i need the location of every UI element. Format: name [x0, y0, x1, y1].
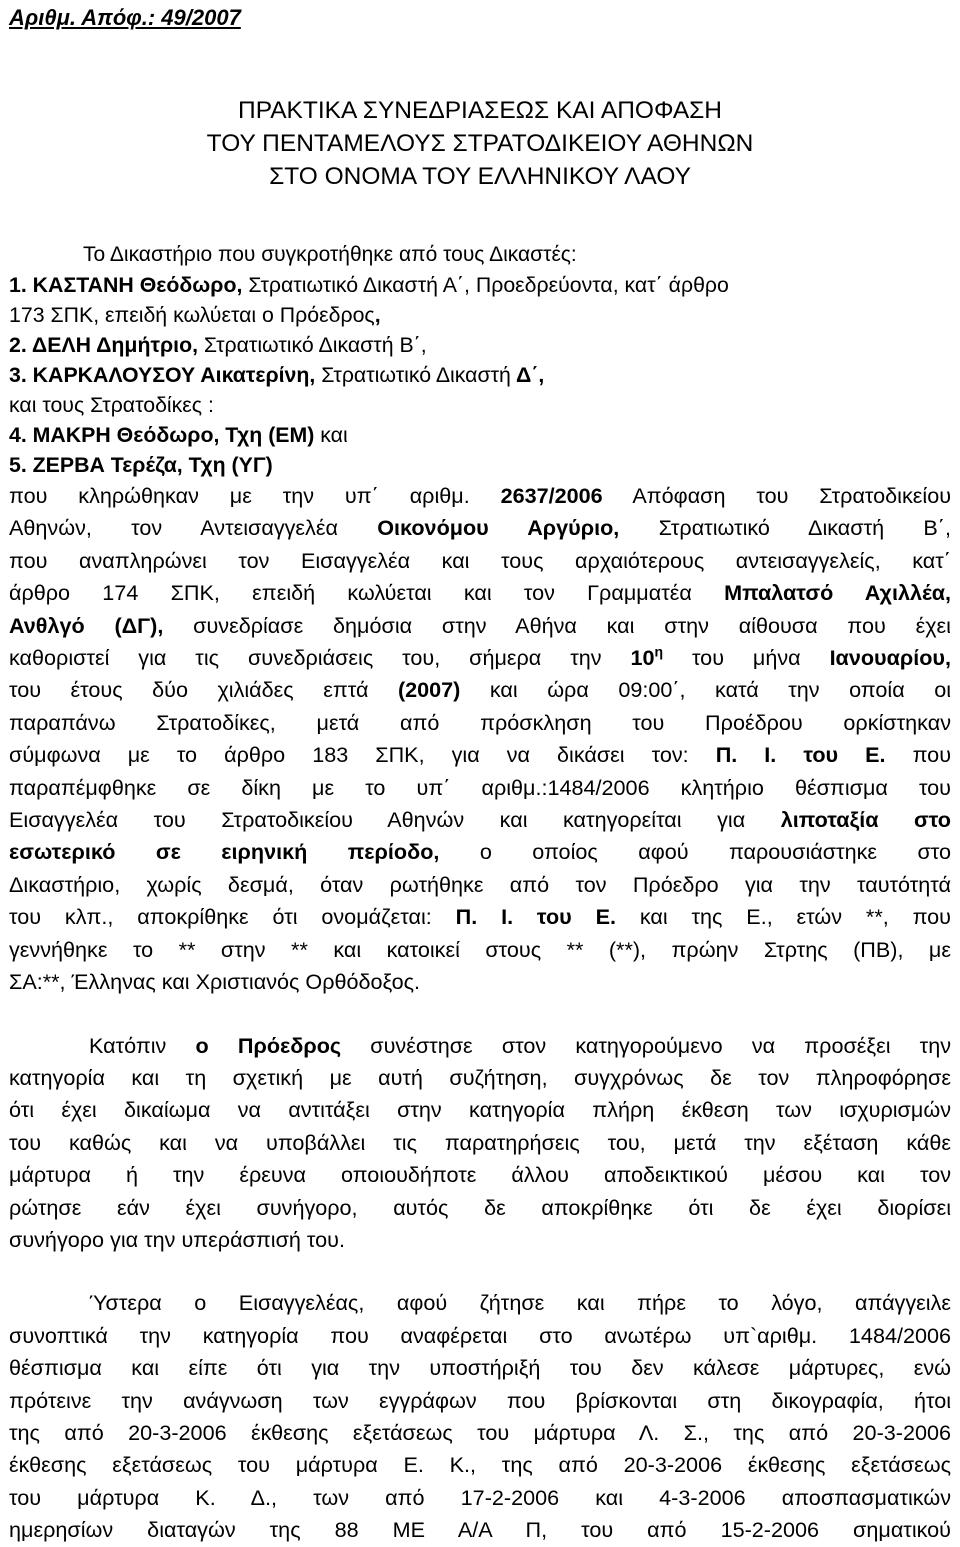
- paragraph-president: [9, 1030, 951, 1257]
- title-line: ΣΤΟ ΟΝΟΜΑ ΤΟΥ ΕΛΛΗΝΙΚΟΥ ΛΑΟΥ: [269, 163, 691, 190]
- text-line: του καθώς και να υποβάλλει τις παρατηρήσεις του, μετά την εξέταση κάθε: [9, 1129, 951, 1155]
- text-line: Εισαγγελέα του Στρατοδικείου Αθηνών και κατηγορείται για λιποταξία στο: [9, 807, 951, 833]
- document-title: [9, 94, 951, 193]
- text-line: μάρτυρα ή την έρευνα οποιουδήποτε άλλου αποδεικτικού μέσου και τον: [9, 1162, 951, 1188]
- text-line: παραπέμφθηκε σε δίκη με το υπ΄ αριθμ.:1484/2006 κλητήριο θέσπισμα του: [9, 774, 951, 800]
- text-line: που αναπληρώνει τον Εισαγγελέα και τους αρχαιότερους αντεισαγγελείς, κατ΄: [9, 547, 951, 573]
- paragraph-prosecutor: [9, 1287, 951, 1546]
- judge-2: [9, 330, 951, 360]
- text-line: ημερησίων διαταγών της 88 ΜΕ Α/Α Π, του από 15-2-2006 σηματικού: [9, 1517, 951, 1543]
- text-line: Αθηνών, τον Αντεισαγγελέα Οικονόμου Αργύριο, Στρατιωτικό Δικαστή Β΄,: [9, 515, 951, 541]
- text-line: ΣΑ:**, Έλληνας και Χριστιανός Ορθόδοξος.: [9, 969, 421, 995]
- judges-list: [9, 270, 951, 480]
- text-line: συνοπτικά την κατηγορία που αναφέρεται στο ανωτέρω υπ`αριθμ. 1484/2006: [9, 1322, 951, 1348]
- paragraph-hearing: [9, 480, 951, 999]
- text-line: γεννήθηκε το ** στην ** και κατοικεί στους ** (**), πρώην Στρτης (ΠΒ), με: [9, 936, 951, 962]
- text-line: της από 20-3-2006 έκθεσης εξετάσεως του μάρτυρα Λ. Σ., της από 20-3-2006: [9, 1419, 951, 1445]
- judge-1: [9, 270, 951, 300]
- text-line: έκθεσης εξετάσεως του μάρτυρα Ε. Κ., της από 20-3-2006 έκθεσης εξετάσεως: [9, 1452, 951, 1478]
- judge-role: Στρατιωτικό Δικαστή Β΄,: [198, 333, 427, 357]
- judge-name: 2. ΔΕΛΗ Δημήτριο,: [9, 333, 198, 357]
- juror-name: 4. ΜΑΚΡΗ Θεόδωρο, Τχη (ΕΜ): [9, 423, 315, 447]
- text-line: κατηγορία και τη σχετική με αυτή συζήτηση, συγχρόνως δε τον πληροφόρησε: [9, 1064, 951, 1090]
- judge-name: 3. ΚΑΡΚΑΛΟΥΣΟΥ Αικατερίνη,: [9, 363, 316, 387]
- text-line: του μάρτυρα Κ. Δ., των από 17-2-2006 και 4-3-2006 αποσπασματικών: [9, 1484, 951, 1510]
- court-composition-intro: Το Δικαστήριο που συγκροτήθηκε από τους Δικαστές:: [83, 243, 577, 266]
- text-line: Δικαστήριο, χωρίς δεσμά, όταν ρωτήθηκε από τον Πρόεδρο για την ταυτότητά: [9, 871, 951, 897]
- text-line: καθοριστεί για τις συνεδριάσεις του, σήμερα την $10^\eta$ του μήνα Ιανουαρίου,: [9, 643, 951, 671]
- text-line: ρώτησε εάν έχει συνήγορο, αυτός δε αποκρίθηκε ότι δε έχει διορίσει: [9, 1194, 951, 1220]
- text-line: Ύστερα ο Εισαγγελέας, αφού ζήτησε και πήρε το λόγο, απάγγειλε: [89, 1290, 951, 1316]
- text-line: Κατόπιν ο Πρόεδρος συνέστησε στον κατηγορούμενο να προσέξει την: [89, 1032, 951, 1058]
- text-line: ότι έχει δικαίωμα να αντιτάξει στην κατηγορία πλήρη έκθεση των ισχυρισμών: [9, 1097, 951, 1123]
- text-line: εσωτερικό σε ειρηνική περίοδο, ο οποίος αφού παρουσιάστηκε στο: [9, 839, 952, 865]
- text-line: του κλπ., αποκρίθηκε ότι ονομάζεται: Π. Ι. του Ε. και της Ε., ετών **, που: [9, 904, 951, 930]
- judge-role: Στρατιωτικό Δικαστή: [315, 363, 511, 387]
- text-line: πρότεινε την ανάγνωση των εγγράφων που βρίσκονται στη δικογραφία, ήτοι: [9, 1387, 951, 1413]
- text-line: Ανθλγό (ΔΓ), συνεδρίασε δημόσια στην Αθήνα και στην αίθουσα που έχει: [9, 612, 951, 638]
- judge-name: 1. ΚΑΣΤΑΝΗ Θεόδωρο,: [9, 273, 243, 297]
- title-line: ΤΟΥ ΠΕΝΤΑΜΕΛΟΥΣ ΣΤΡΑΤΟΔΙΚΕΙΟΥ ΑΘΗΝΩΝ: [206, 130, 754, 157]
- text-line: σύμφωνα με το άρθρο 183 ΣΠΚ, για να δικάσει τον: Π. Ι. του Ε. που: [9, 742, 951, 768]
- text-line: συνήγορο για την υπεράσπισή του.: [9, 1226, 345, 1252]
- text-line: άρθρο 174 ΣΠΚ, επειδή κωλύεται και τον Γραμματέα Μπαλατσό Αχιλλέα,: [9, 580, 951, 606]
- title-line: ΠΡΑΚΤΙΚΑ ΣΥΝΕΔΡΙΑΣΕΩΣ ΚΑΙ ΑΠΟΦΑΣΗ: [238, 97, 722, 124]
- text-line: του έτους δύο χιλιάδες επτά (2007) και ώρα 09:00΄, κατά την οποία οι: [9, 677, 951, 703]
- decision-number: Αριθμ. Απόφ.: 49/2007: [9, 5, 241, 30]
- jurors-intro: και τους Στρατοδίκες :: [9, 393, 214, 417]
- judge-1-cont: 173 ΣΠΚ, επειδή κωλύεται ο Πρόεδρος,: [9, 303, 381, 327]
- judge-role-cont: 173 ΣΠΚ, επειδή κωλύεται ο Πρόεδρος: [9, 303, 375, 327]
- text-line: που κληρώθηκαν με την υπ΄ αριθμ. 2637/2006 Απόφαση του Στρατοδικείου: [9, 483, 952, 508]
- text-line: θέσπισμα και είπε ότι για την υποστήριξή του δεν κάλεσε μάρτυρες, ενώ: [9, 1355, 951, 1381]
- juror-4: [9, 420, 951, 450]
- juror-5: 5. ΖΕΡΒΑ Τερέζα, Τχη (ΥΓ): [9, 453, 273, 477]
- judge-role: Στρατιωτικό Δικαστή Α΄, Προεδρεύοντα, κατ΄ άρθρο: [242, 273, 729, 297]
- text-line: παραπάνω Στρατοδίκες, μετά από πρόσκληση του Προέδρου ορκίστηκαν: [9, 709, 951, 735]
- juror-tail: και: [314, 423, 348, 447]
- judge-3: [9, 360, 951, 390]
- judge-grade: Δ΄,: [510, 363, 545, 387]
